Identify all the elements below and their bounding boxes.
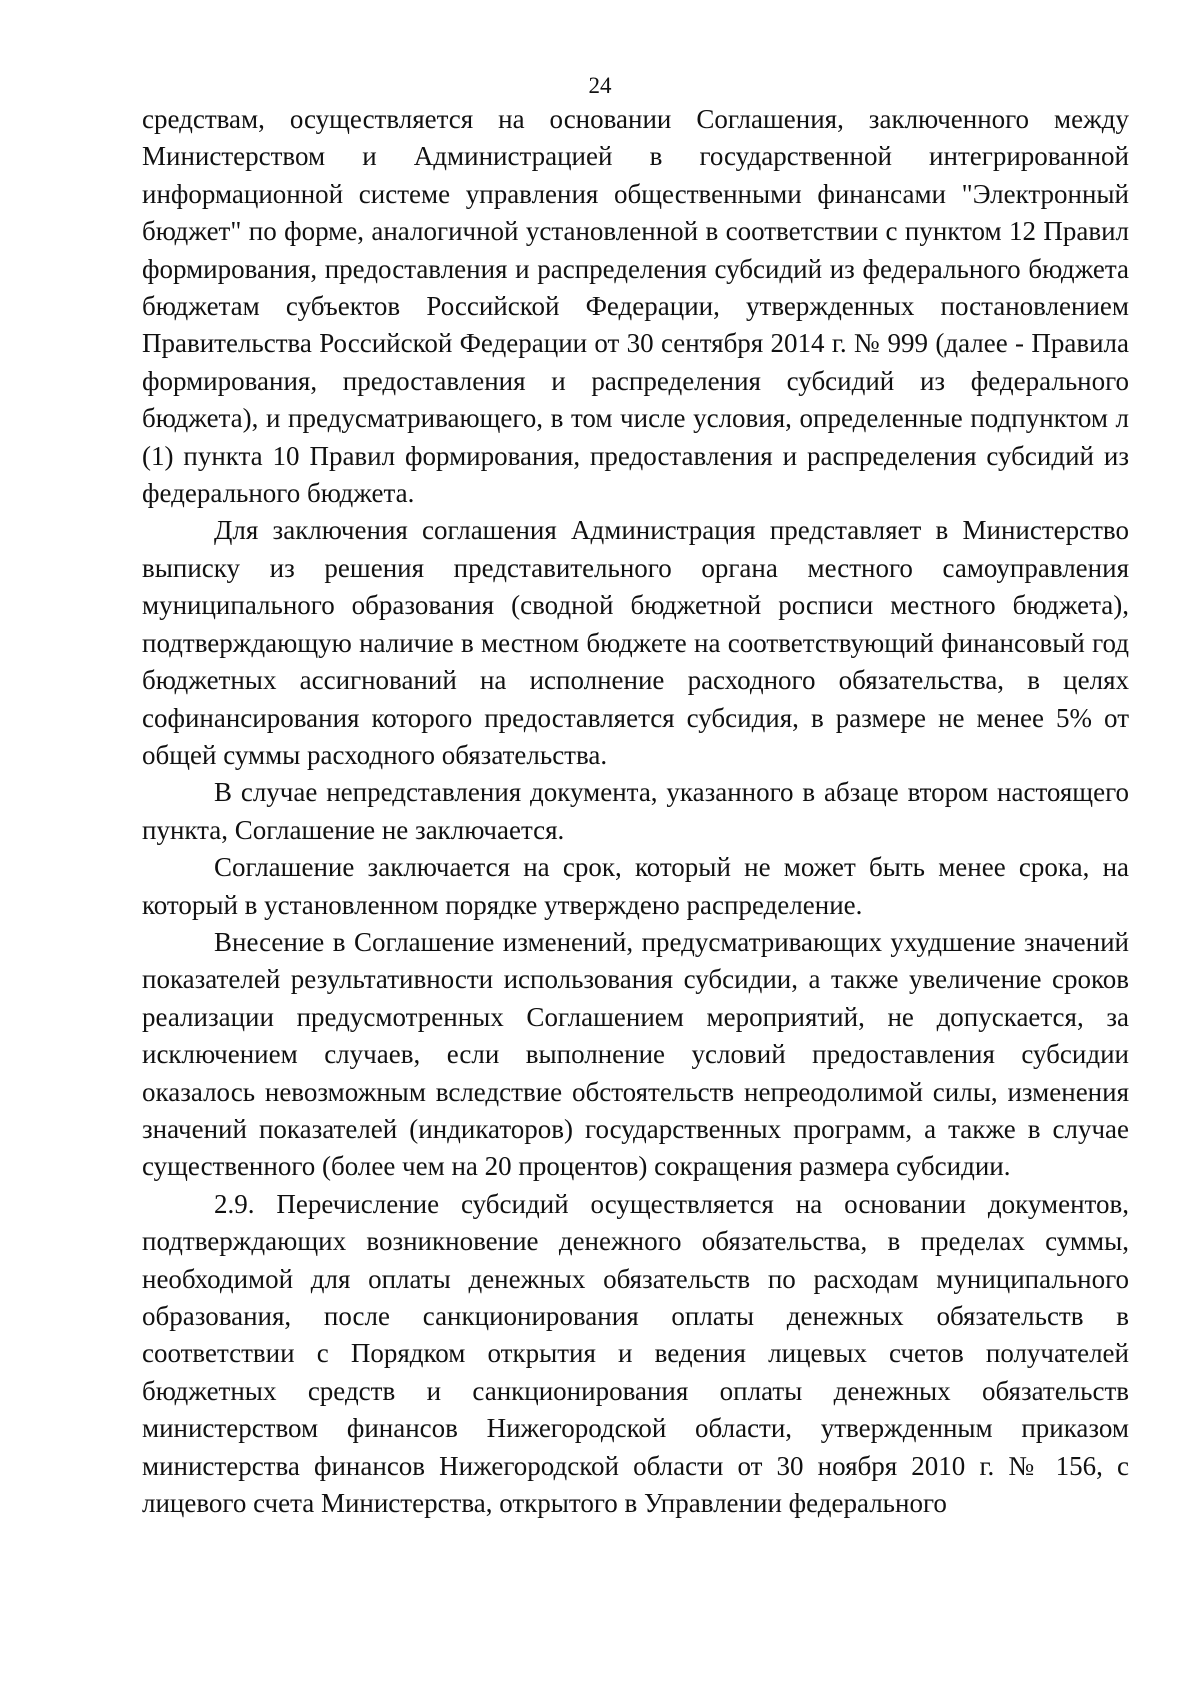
paragraph-agreement-conclusion: Для заключения соглашения Администрация представляет в Министерство выписку из решения представительного органа местного самоуправления муниципального образования (сводной бюджетной росписи местного бюджета), подтверждающую наличие в местном бюджете на соответствующий финансовый год бюджетных ассигнований на исполнение расходного обязательства, в целях софинансирования которого предоставляется субсидия, в размере не менее 5% от общей суммы расходного обязательства. <box>142 515 1129 770</box>
document-body <box>142 101 1129 1522</box>
page-number: 24 <box>588 73 612 98</box>
paragraph-continuation: средствам, осуществляется на основании Соглашения, заключенного между Министерством и Администрацией в государственной интегрированной информационной системе управления общественными финансами "Электронный бюджет" по форме, аналогичной установленной в соответствии с пунктом 12 Правил формирования, предоставления и распределения субсидий из федерального бюджета бюджетам субъектов Российской Федерации, утвержденных постановлением Правительства Российской Федерации от 30 сентября 2014 г. № 999 (далее - Правила формирования, предоставления и распределения субсидий из федерального бюджета), и предусматривающего, в том числе условия, определенные подпунктом л (1) пункта 10 Правил формирования, предоставления и распределения субсидий из федерального бюджета. <box>142 104 1129 509</box>
paragraph-2-9-transfer: 2.9. Перечисление субсидий осуществляется на основании документов, подтверждающих возникновение денежного обязательства, в пределах суммы, необходимой для оплаты денежных обязательств по расходам муниципального образования, после санкционирования оплаты денежных обязательств в соответствии с Порядком открытия и ведения лицевых счетов получателей бюджетных средств и санкционирования оплаты денежных обязательств министерством финансов Нижегородской области, утвержденным приказом министерства финансов Нижегородской области от 30 ноября 2010 г. № 156, с лицевого счета Министерства, открытого в Управлении федерального <box>142 1188 1129 1519</box>
paragraph-non-submission: В случае непредставления документа, указанного в абзаце втором настоящего пункта, Соглашение не заключается. <box>142 777 1129 845</box>
paragraph-agreement-amendments: Внесение в Соглашение изменений, предусматривающих ухудшение значений показателей результативности использования субсидии, а также увеличение сроков реализации предусмотренных Соглашением мероприятий, не допускается, за исключением случаев, если выполнение условий предоставления субсидии оказалось невозможным вследствие обстоятельств непреодолимой силы, изменения значений показателей (индикаторов) государственных программ, а также в случае существенного (более чем на 20 процентов) сокращения размера субсидии. <box>142 926 1129 1182</box>
paragraph-agreement-term: Соглашение заключается на срок, который не может быть менее срока, на который в установленном порядке утверждено распределение. <box>142 852 1129 920</box>
